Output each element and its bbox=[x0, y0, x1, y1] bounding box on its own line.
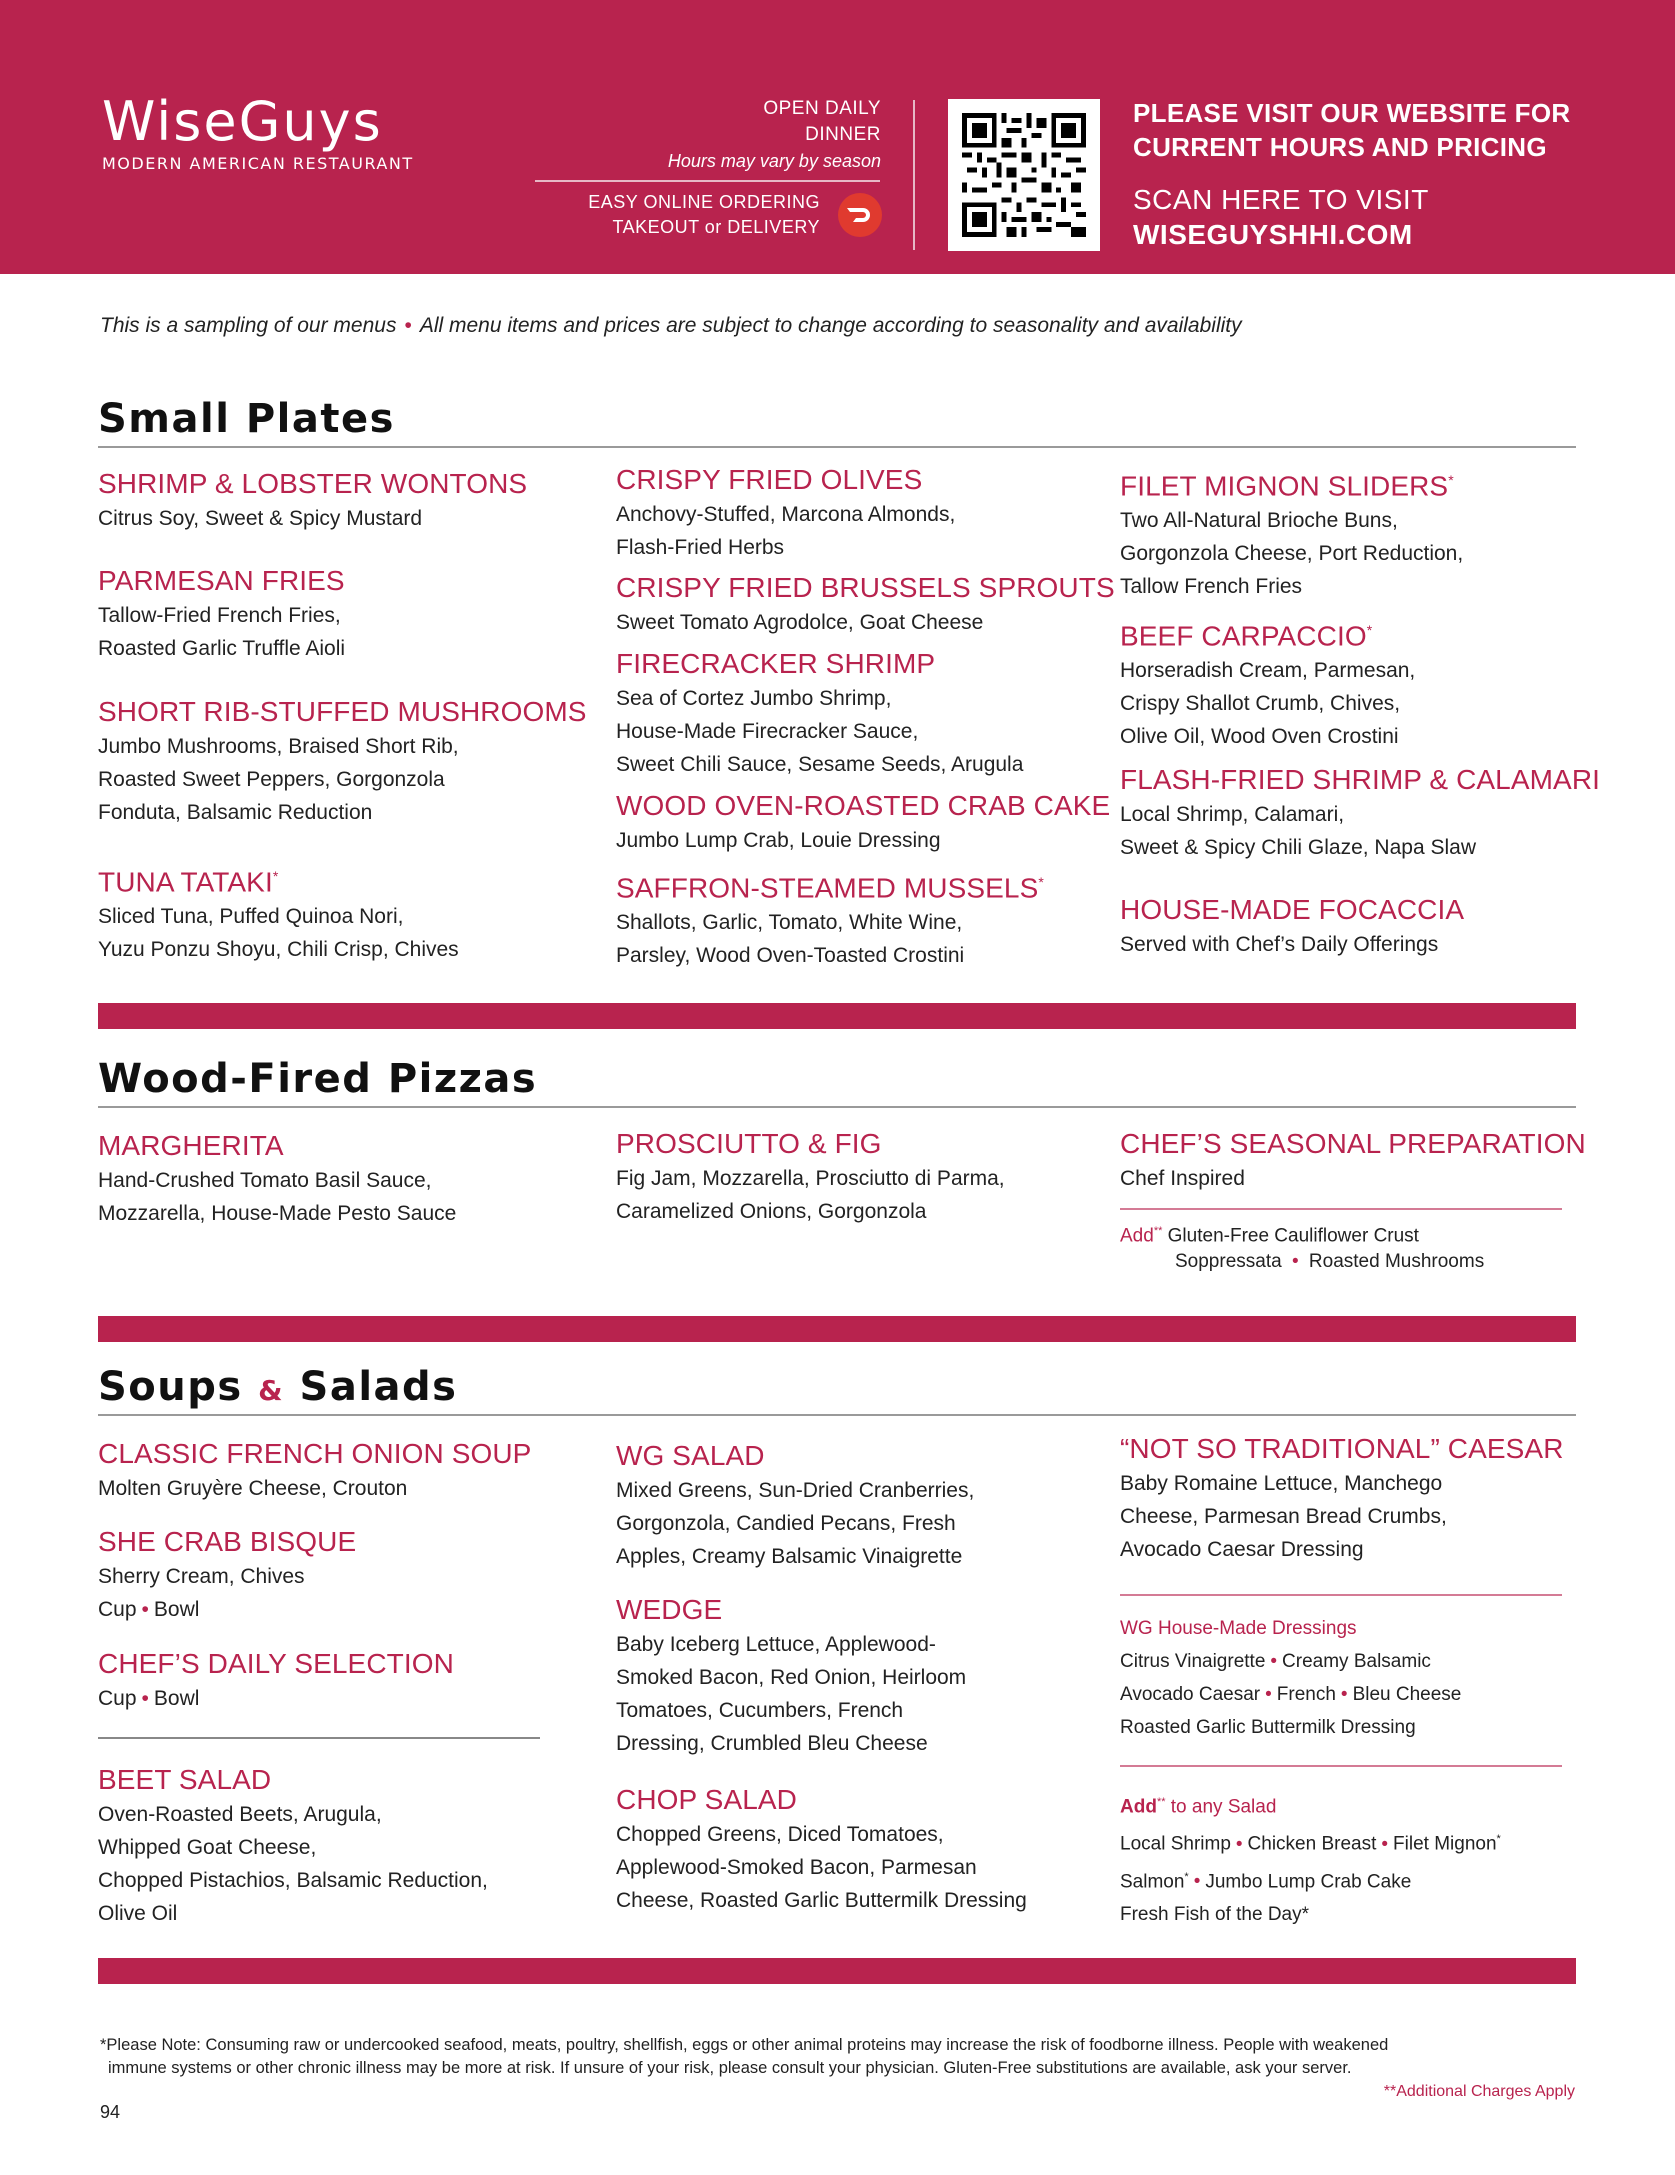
item-desc: Cheese, Roasted Garlic Buttermilk Dressing bbox=[616, 1889, 1027, 1912]
page-number: 94 bbox=[100, 2102, 121, 2122]
item-desc: Oven-Roasted Beets, Arugula, bbox=[98, 1803, 382, 1826]
logo bbox=[102, 92, 414, 173]
item-desc: Baby Romaine Lettuce, Manchego bbox=[1120, 1472, 1443, 1495]
item-name: PARMESAN FRIES bbox=[98, 565, 345, 596]
item-name: CHEF’S SEASONAL PREPARATION bbox=[1120, 1128, 1586, 1159]
title-part: Soups bbox=[98, 1364, 243, 1410]
addon: Fresh Fish of the Day* bbox=[1120, 1903, 1310, 1925]
item-desc: Sweet Chili Sauce, Sesame Seeds, Arugula bbox=[616, 753, 1024, 776]
order-line-1: EASY ONLINE ORDERING bbox=[588, 192, 820, 212]
menu-item bbox=[616, 1126, 1005, 1228]
addon: Roasted Mushrooms bbox=[1308, 1251, 1485, 1273]
menu-item bbox=[1120, 762, 1600, 864]
logo-name: WiseGuys bbox=[102, 90, 383, 153]
item-desc: Chef Inspired bbox=[1120, 1167, 1245, 1190]
item-desc: Sliced Tuna, Puffed Quinoa Nori, bbox=[98, 905, 404, 929]
bullet-dot: • bbox=[141, 1687, 149, 1710]
section-band bbox=[98, 1003, 1576, 1029]
raw-marker: * bbox=[1448, 472, 1454, 488]
menu-item bbox=[98, 1128, 456, 1230]
health-footnote bbox=[100, 2034, 1580, 2080]
item-desc: Tallow-Fried French Fries, bbox=[98, 604, 341, 627]
raw-marker: * bbox=[1366, 622, 1373, 638]
item-name: FIRECRACKER SHRIMP bbox=[616, 648, 936, 679]
menu-item bbox=[1120, 462, 1463, 603]
item-desc: Apples, Creamy Balsamic Vinaigrette bbox=[616, 1545, 963, 1568]
item-desc: Tomatoes, Cucumbers, French bbox=[616, 1699, 904, 1722]
raw-marker: * bbox=[272, 868, 279, 884]
item-name-text: FILET MIGNON SLIDERS bbox=[1120, 470, 1449, 502]
bullet-dot: • bbox=[1265, 1684, 1272, 1705]
item-desc: Avocado Caesar Dressing bbox=[1120, 1538, 1364, 1561]
item-desc: Fig Jam, Mozzarella, Prosciutto di Parma, bbox=[616, 1167, 1005, 1190]
divider bbox=[98, 1737, 540, 1739]
item-desc: Citrus Soy, Sweet & Spicy Mustard bbox=[98, 507, 423, 530]
menu-disclaimer bbox=[100, 314, 1242, 338]
item-desc: Yuzu Ponzu Shoyu, Chili Crisp, Chives bbox=[98, 938, 459, 962]
bullet-dot: • bbox=[1381, 1833, 1389, 1855]
item-desc: Smoked Bacon, Red Onion, Heirloom bbox=[616, 1666, 967, 1689]
footnote-line-2: immune systems or other chronic illness may be more at risk. If unsure of your risk, please consult your physician. Gluten-Free substitutions are available, ask your server. bbox=[108, 2059, 1352, 2077]
menu-item bbox=[98, 694, 587, 829]
dressing: Avocado Caesar bbox=[1120, 1684, 1261, 1705]
item-desc: Chopped Greens, Diced Tomatoes, bbox=[616, 1823, 944, 1846]
menu-item bbox=[1120, 1126, 1586, 1195]
section-band bbox=[98, 1316, 1576, 1342]
bullet-dot: • bbox=[404, 314, 412, 337]
item-desc: Mozzarella, House-Made Pesto Sauce bbox=[98, 1202, 457, 1225]
item-name: CLASSIC FRENCH ONION SOUP bbox=[98, 1438, 532, 1469]
disclaimer-part-2: All menu items and prices are subject to change according to seasonality and availability bbox=[419, 314, 1242, 337]
item-desc: Served with Chef’s Daily Offerings bbox=[1120, 933, 1439, 956]
item-name bbox=[98, 858, 459, 900]
option: Cup bbox=[98, 1598, 137, 1621]
online-ordering bbox=[540, 190, 820, 240]
item-desc: Mixed Greens, Sun-Dried Cranberries, bbox=[616, 1479, 975, 1502]
menu-item bbox=[98, 466, 527, 535]
divider bbox=[1120, 1208, 1562, 1210]
item-name bbox=[1120, 462, 1463, 504]
menu-item bbox=[1120, 612, 1415, 753]
add-label: Add bbox=[1120, 1796, 1157, 1818]
menu-item bbox=[616, 462, 955, 564]
item-name-text: SAFFRON-STEAMED MUSSELS bbox=[616, 872, 1039, 904]
item-name: HOUSE-MADE FOCACCIA bbox=[1120, 894, 1465, 925]
dressing: Creamy Balsamic bbox=[1282, 1651, 1431, 1672]
bullet-dot: • bbox=[1340, 1684, 1348, 1705]
menu-item bbox=[616, 1592, 966, 1760]
menu-item bbox=[616, 646, 1023, 781]
item-name: SHORT RIB-STUFFED MUSHROOMS bbox=[98, 696, 587, 727]
dressing: Bleu Cheese bbox=[1352, 1684, 1462, 1705]
menu-item bbox=[98, 1524, 356, 1626]
menu-item bbox=[1120, 892, 1464, 961]
footnote-line-1: *Please Note: Consuming raw or undercooked seafood, meats, poultry, shellfish, eggs or other animal proteins may increase the risk of foodborne illness. People with weakened bbox=[100, 2036, 1389, 2054]
qr-code[interactable] bbox=[948, 99, 1100, 251]
item-desc: Parsley, Wood Oven-Toasted Crostini bbox=[616, 944, 965, 968]
addon: Gluten-Free Cauliflower Crust bbox=[1167, 1225, 1419, 1247]
section-rule bbox=[98, 446, 1576, 448]
item-name bbox=[1120, 612, 1415, 654]
item-name: CRISPY FRIED OLIVES bbox=[616, 464, 923, 495]
item-desc: Cheese, Parmesan Bread Crumbs, bbox=[1120, 1505, 1447, 1528]
raw-marker: * bbox=[1038, 874, 1044, 890]
item-desc: Hand-Crushed Tomato Basil Sauce, bbox=[98, 1169, 432, 1192]
item-desc: Roasted Garlic Truffle Aioli bbox=[98, 637, 346, 660]
item-name: SHE CRAB BISQUE bbox=[98, 1526, 357, 1557]
item-name bbox=[616, 864, 1044, 906]
house-dressings bbox=[1120, 1612, 1461, 1744]
item-name: CRISPY FRIED BRUSSELS SPROUTS bbox=[616, 572, 1115, 603]
section-band bbox=[98, 1958, 1576, 1984]
item-desc: Sweet & Spicy Chili Glaze, Napa Slaw bbox=[1120, 836, 1476, 859]
item-name: “NOT SO TRADITIONAL” CAESAR bbox=[1120, 1433, 1564, 1464]
dressing: Citrus Vinaigrette bbox=[1120, 1651, 1266, 1672]
pizza-addons bbox=[1120, 1218, 1484, 1275]
item-desc: Shallots, Garlic, Tomato, White Wine, bbox=[616, 911, 963, 935]
disclaimer-part-1: This is a sampling of our menus bbox=[100, 314, 397, 337]
item-desc: Applewood-Smoked Bacon, Parmesan bbox=[616, 1856, 977, 1879]
item-desc: Olive Oil bbox=[98, 1902, 178, 1925]
add-mark: ** bbox=[1156, 1796, 1166, 1808]
item-name: PROSCIUTTO & FIG bbox=[616, 1128, 882, 1159]
item-desc: Flash-Fried Herbs bbox=[616, 536, 785, 559]
section-rule bbox=[98, 1414, 1576, 1416]
menu-item bbox=[616, 1438, 974, 1573]
hours-line-3: Hours may vary by season bbox=[667, 151, 881, 171]
divider bbox=[1120, 1765, 1562, 1767]
item-desc: Sea of Cortez Jumbo Shrimp, bbox=[616, 687, 892, 710]
visit-line-2: CURRENT HOURS AND PRICING bbox=[1133, 132, 1547, 162]
item-desc: Horseradish Cream, Parmesan, bbox=[1120, 659, 1416, 683]
addon: Filet Mignon bbox=[1393, 1833, 1497, 1855]
item-name: WOOD OVEN-ROASTED CRAB CAKE bbox=[616, 790, 1111, 821]
menu-item bbox=[1120, 1431, 1564, 1566]
item-name: WG SALAD bbox=[616, 1440, 765, 1471]
item-desc: Jumbo Mushrooms, Braised Short Rib, bbox=[98, 735, 459, 758]
item-name: WEDGE bbox=[616, 1594, 723, 1625]
item-name-text: BEEF CARPACCIO bbox=[1120, 620, 1367, 652]
option: Cup bbox=[98, 1687, 137, 1710]
menu-item bbox=[98, 1762, 488, 1930]
dressing: French bbox=[1276, 1684, 1336, 1705]
add-suffix: to any Salad bbox=[1170, 1796, 1277, 1818]
item-name: BEET SALAD bbox=[98, 1764, 272, 1795]
section-title-pizzas: Wood-Fired Pizzas bbox=[98, 1056, 538, 1102]
dressings-title: WG House-Made Dressings bbox=[1120, 1618, 1357, 1639]
additional-charges-note: **Additional Charges Apply bbox=[1383, 2083, 1575, 2100]
item-name: CHOP SALAD bbox=[616, 1784, 797, 1815]
menu-item bbox=[616, 1782, 1027, 1917]
item-options bbox=[98, 1682, 454, 1715]
item-desc: Tallow French Fries bbox=[1120, 575, 1303, 599]
addon: Soppressata bbox=[1175, 1251, 1282, 1273]
header-divider bbox=[535, 180, 880, 182]
item-desc: Anchovy-Stuffed, Marcona Almonds, bbox=[616, 503, 956, 526]
item-desc: Whipped Goat Cheese, bbox=[98, 1836, 317, 1859]
visit-line-3: SCAN HERE TO VISIT bbox=[1133, 184, 1429, 215]
section-title-small-plates: Small Plates bbox=[98, 396, 395, 442]
menu-item bbox=[98, 1436, 531, 1505]
divider bbox=[1120, 1594, 1562, 1596]
doordash-icon[interactable] bbox=[838, 193, 882, 237]
dressing: Roasted Garlic Buttermilk Dressing bbox=[1120, 1717, 1416, 1738]
section-rule bbox=[98, 1106, 1576, 1108]
item-desc: Caramelized Onions, Gorgonzola bbox=[616, 1200, 927, 1223]
item-desc: Gorgonzola, Candied Pecans, Fresh bbox=[616, 1512, 956, 1535]
item-desc: House-Made Firecracker Sauce, bbox=[616, 720, 919, 743]
item-desc: Molten Gruyère Cheese, Crouton bbox=[98, 1477, 408, 1500]
item-options bbox=[98, 1593, 356, 1626]
bullet-dot: • bbox=[141, 1598, 149, 1621]
visit-line-1: PLEASE VISIT OUR WEBSITE FOR bbox=[1133, 98, 1571, 128]
hours-line-2: DINNER bbox=[805, 124, 881, 145]
item-desc: Baby Iceberg Lettuce, Applewood- bbox=[616, 1633, 936, 1656]
qr-code-icon bbox=[962, 113, 1086, 237]
item-desc: Roasted Sweet Peppers, Gorgonzola bbox=[98, 768, 445, 791]
bullet-dot: • bbox=[1235, 1833, 1243, 1855]
option: Bowl bbox=[153, 1598, 200, 1621]
item-desc: Olive Oil, Wood Oven Crostini bbox=[1120, 725, 1399, 749]
website-url[interactable]: WISEGUYSHHI.COM bbox=[1133, 219, 1413, 250]
bullet-dot: • bbox=[1270, 1651, 1278, 1672]
item-desc: Crispy Shallot Crumb, Chives, bbox=[1120, 692, 1401, 716]
item-desc: Sherry Cream, Chives bbox=[98, 1565, 305, 1588]
menu-item bbox=[98, 1646, 454, 1715]
header-vertical-divider bbox=[913, 100, 915, 250]
website-callout bbox=[1133, 96, 1633, 252]
addon: Salmon bbox=[1120, 1870, 1185, 1892]
logo-subtitle: MODERN AMERICAN RESTAURANT bbox=[102, 154, 414, 173]
section-title-soups-salads bbox=[98, 1364, 457, 1410]
item-name: MARGHERITA bbox=[98, 1130, 284, 1161]
menu-item bbox=[98, 563, 345, 665]
addon: Local Shrimp bbox=[1120, 1833, 1231, 1855]
add-label: Add bbox=[1120, 1225, 1154, 1247]
item-desc: Sweet Tomato Agrodolce, Goat Cheese bbox=[616, 611, 984, 634]
bullet-dot: • bbox=[1286, 1251, 1304, 1273]
item-desc: Fonduta, Balsamic Reduction bbox=[98, 801, 373, 824]
menu-item bbox=[98, 858, 459, 966]
addon: Chicken Breast bbox=[1247, 1833, 1377, 1855]
menu-item bbox=[616, 864, 1044, 972]
add-mark: ** bbox=[1153, 1225, 1163, 1237]
salad-addons: Add** to any Salad Local Shrimp • Chicken Breast • Filet Mignon* Salmon* • Jumbo Lump Crab Cake Fresh Fish of the Day* bbox=[1120, 1786, 1501, 1931]
item-name: FLASH-FRIED SHRIMP & CALAMARI bbox=[1120, 764, 1601, 795]
item-desc: Two All-Natural Brioche Buns, bbox=[1120, 509, 1398, 533]
item-desc: Local Shrimp, Calamari, bbox=[1120, 803, 1345, 826]
menu-item bbox=[616, 570, 1115, 639]
option: Bowl bbox=[153, 1687, 200, 1710]
item-name: SHRIMP & LOBSTER WONTONS bbox=[98, 468, 528, 499]
header-banner bbox=[0, 0, 1675, 274]
title-part: Salads bbox=[299, 1364, 458, 1410]
bullet-dot: • bbox=[1193, 1870, 1201, 1892]
item-desc: Jumbo Lump Crab, Louie Dressing bbox=[616, 829, 941, 852]
item-name: CHEF’S DAILY SELECTION bbox=[98, 1648, 454, 1679]
hours-info bbox=[521, 96, 881, 174]
addon: Jumbo Lump Crab Cake bbox=[1205, 1870, 1412, 1892]
item-desc: Chopped Pistachios, Balsamic Reduction, bbox=[98, 1869, 488, 1892]
item-name-text: TUNA TATAKI bbox=[98, 866, 273, 898]
item-desc: Gorgonzola Cheese, Port Reduction, bbox=[1120, 542, 1464, 566]
item-desc: Dressing, Crumbled Bleu Cheese bbox=[616, 1732, 928, 1755]
hours-line-1: OPEN DAILY bbox=[763, 98, 881, 119]
order-line-2: TAKEOUT or DELIVERY bbox=[612, 217, 820, 237]
title-amp: & bbox=[258, 1374, 285, 1407]
menu-item bbox=[616, 788, 1110, 857]
